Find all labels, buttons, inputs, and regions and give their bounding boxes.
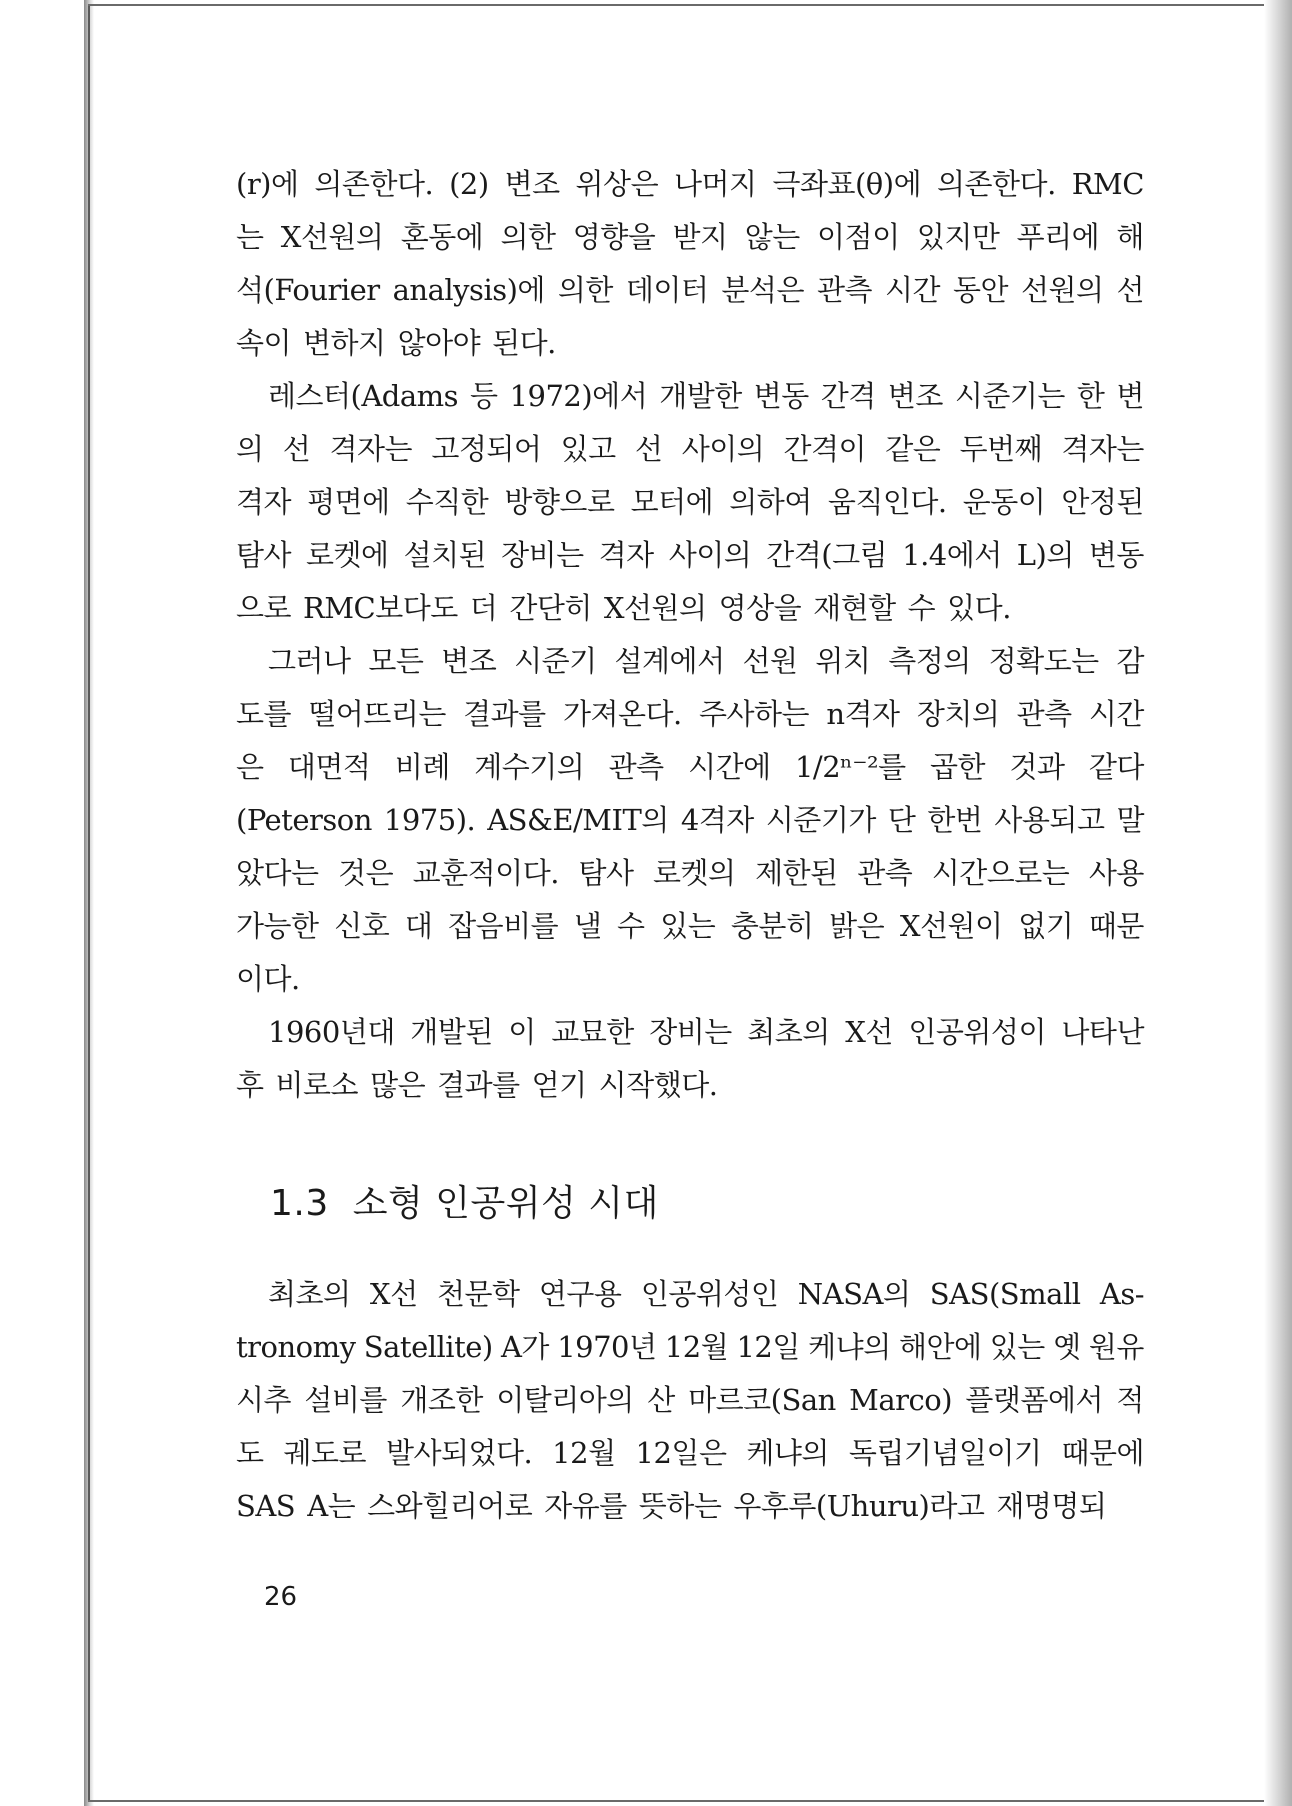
word: 원유 bbox=[1088, 1330, 1144, 1364]
text-line bbox=[236, 1321, 1144, 1374]
word: 시간 bbox=[1088, 697, 1144, 731]
word: 극좌표(θ)에 bbox=[772, 167, 922, 201]
text-line bbox=[236, 317, 1144, 370]
word: 재현할 bbox=[813, 591, 896, 625]
word: 변동 bbox=[753, 379, 809, 413]
word: 개발한 bbox=[659, 379, 742, 413]
word: 데이터 bbox=[625, 273, 709, 307]
word: 방향으로 bbox=[504, 485, 615, 519]
word: 로켓의 bbox=[653, 856, 736, 890]
word: tronomy bbox=[236, 1330, 356, 1364]
word: 격자는 bbox=[1061, 432, 1144, 466]
text-line bbox=[236, 1059, 1144, 1112]
word: 가져온다. bbox=[562, 697, 682, 731]
word: 있지만 bbox=[916, 220, 1000, 254]
word: 시준기가 bbox=[765, 803, 876, 837]
word: Marco) bbox=[849, 1383, 953, 1417]
word: 장치의 bbox=[916, 697, 1000, 731]
word: (Peterson bbox=[236, 803, 372, 837]
text-line bbox=[236, 1374, 1144, 1427]
text-line bbox=[236, 1006, 1144, 1059]
word: 얻기 bbox=[531, 1068, 587, 1102]
word: 선원의 bbox=[1020, 273, 1104, 307]
word: 모든 bbox=[368, 644, 424, 678]
word: 결과를 bbox=[463, 697, 546, 731]
word: 푸리에 bbox=[1016, 220, 1100, 254]
word: 영향을 bbox=[572, 220, 656, 254]
word: 의존한다. bbox=[314, 167, 434, 201]
word: 12일은 bbox=[635, 1436, 727, 1470]
word: 계수기의 bbox=[474, 750, 585, 784]
word: 나머지 bbox=[674, 167, 757, 201]
text-line bbox=[236, 423, 1144, 476]
word: 모터에 bbox=[630, 485, 714, 519]
text-line bbox=[236, 688, 1144, 741]
word: 4격자 bbox=[680, 803, 754, 837]
word: 사용되고 bbox=[994, 803, 1105, 837]
word: 나타난 bbox=[1061, 1015, 1144, 1049]
word: 영상을 bbox=[718, 591, 802, 625]
word: 잡음비를 bbox=[448, 909, 559, 943]
word: 많은 bbox=[370, 1068, 426, 1102]
word: 장비는 bbox=[649, 1015, 732, 1049]
word: 혼동에 bbox=[400, 220, 484, 254]
word: 최초의 bbox=[747, 1015, 830, 1049]
word: 변 bbox=[1116, 379, 1144, 413]
word: 있는 bbox=[989, 1330, 1045, 1364]
word: 12월 bbox=[552, 1436, 616, 1470]
word: 않는 bbox=[744, 220, 800, 254]
word: 최초의 bbox=[268, 1277, 351, 1311]
word: 더 bbox=[469, 591, 498, 625]
word: 같은 bbox=[885, 432, 941, 466]
word: 궤도로 bbox=[283, 1436, 366, 1470]
word: 스와힐리어로 bbox=[367, 1489, 533, 1523]
word: 시작했다. bbox=[598, 1068, 718, 1102]
word: 1972)에서 bbox=[509, 379, 648, 413]
word: 의한 bbox=[557, 273, 613, 307]
word: 이 bbox=[508, 1015, 536, 1049]
word: 신호 bbox=[334, 909, 390, 943]
paragraph-3 bbox=[236, 635, 1144, 1006]
word: 인공위성인 bbox=[640, 1277, 779, 1311]
word: 케냐의 bbox=[808, 1330, 891, 1364]
word: 옛 bbox=[1053, 1330, 1081, 1364]
word: 간격 bbox=[820, 379, 876, 413]
word: 측정의 bbox=[888, 644, 971, 678]
text-line bbox=[236, 476, 1144, 529]
word: 1.4에서 bbox=[902, 538, 1002, 572]
page-number: 26 bbox=[264, 1582, 298, 1612]
word: 관측 bbox=[1016, 697, 1072, 731]
word: 된다. bbox=[492, 326, 556, 360]
text-line bbox=[236, 370, 1144, 423]
word: 있고 bbox=[560, 432, 616, 466]
word: 비로소 bbox=[275, 1068, 359, 1102]
word: 의하여 bbox=[729, 485, 812, 519]
word: 연구용 bbox=[538, 1277, 622, 1311]
word: X선 bbox=[845, 1015, 893, 1049]
word: (r)에 bbox=[236, 167, 299, 201]
word: 독립기념일이기 bbox=[848, 1436, 1042, 1470]
word: 움직인다. bbox=[827, 485, 947, 519]
body-text-upper bbox=[236, 158, 1144, 1112]
text-line bbox=[236, 1427, 1144, 1480]
word: 도 bbox=[236, 1436, 264, 1470]
paragraph-4 bbox=[236, 1006, 1144, 1112]
word: 관측 bbox=[857, 856, 913, 890]
word: 등 bbox=[470, 379, 498, 413]
word: 것은 bbox=[338, 856, 394, 890]
word: 수 bbox=[907, 591, 936, 625]
word: 평면에 bbox=[307, 485, 390, 519]
word: 해안에 bbox=[898, 1330, 982, 1364]
word: 레스터(Adams bbox=[268, 379, 459, 413]
word: 개발된 bbox=[410, 1015, 493, 1049]
word: 고정되어 bbox=[431, 432, 542, 466]
word: 선 bbox=[1116, 273, 1144, 307]
word: 1975). bbox=[383, 803, 476, 837]
word: 이탈리아의 bbox=[496, 1383, 634, 1417]
paragraph-5 bbox=[236, 1268, 1144, 1533]
word: 뜻하는 bbox=[638, 1489, 722, 1523]
word: 변조 bbox=[441, 644, 497, 678]
word: 천문학 bbox=[436, 1277, 520, 1311]
word: 으로 bbox=[236, 591, 292, 625]
page-right-shadow bbox=[1264, 0, 1292, 1806]
section-number: 1.3 bbox=[270, 1183, 329, 1224]
section-heading bbox=[270, 1175, 659, 1226]
word: NASA의 bbox=[797, 1277, 911, 1311]
word: 의존한다. bbox=[937, 167, 1056, 201]
word: 수 bbox=[617, 909, 645, 943]
word: X선원이 bbox=[899, 909, 1003, 943]
word: 분석은 bbox=[721, 273, 804, 307]
word: 정확도는 bbox=[988, 644, 1099, 678]
word: 플랫폼에서 bbox=[965, 1383, 1103, 1417]
word: 선 bbox=[282, 432, 311, 466]
paragraph-1 bbox=[236, 158, 1144, 370]
section-title-text: 소형 인공위성 시대 bbox=[352, 1183, 659, 1224]
word: 이다. bbox=[236, 962, 300, 996]
word: n격자 bbox=[826, 697, 900, 731]
word: A가 bbox=[500, 1330, 549, 1364]
word: 장비는 bbox=[501, 538, 584, 572]
word: 변동 bbox=[1088, 538, 1144, 572]
word: SAS(Small bbox=[929, 1277, 1081, 1311]
word: 충분히 bbox=[730, 909, 814, 943]
word: 케냐의 bbox=[746, 1436, 829, 1470]
word: 시간 bbox=[884, 273, 940, 307]
word: 대면적 bbox=[287, 750, 371, 784]
word: 밝은 bbox=[829, 909, 885, 943]
word: 은 bbox=[236, 750, 264, 784]
word: 개조한 bbox=[400, 1383, 483, 1417]
word: 자유를 bbox=[544, 1489, 627, 1523]
word: 받지 bbox=[672, 220, 728, 254]
text-line bbox=[236, 158, 1144, 211]
word: 설치된 bbox=[403, 538, 487, 572]
word: 같다 bbox=[1088, 750, 1144, 784]
word: Satellite) bbox=[363, 1330, 493, 1364]
word: 결과를 bbox=[437, 1068, 520, 1102]
word: 사용 bbox=[1088, 856, 1144, 890]
word: 격자 bbox=[598, 538, 654, 572]
text-line bbox=[236, 900, 1144, 953]
word: 시준기는 bbox=[954, 379, 1065, 413]
word: 운동이 bbox=[962, 485, 1046, 519]
word: 변조 bbox=[887, 379, 943, 413]
word: AS&E/MIT의 bbox=[487, 803, 669, 837]
text-line bbox=[236, 529, 1144, 582]
page-bottom-edge bbox=[88, 1800, 1284, 1802]
word: 있다. bbox=[947, 591, 1011, 625]
text-line bbox=[236, 847, 1144, 900]
text-line bbox=[236, 211, 1144, 264]
word: 인공위성이 bbox=[908, 1015, 1046, 1049]
word: 떨어뜨리는 bbox=[308, 697, 446, 731]
text-line bbox=[236, 582, 1144, 635]
word: 관측 bbox=[608, 750, 664, 784]
word: 이점이 bbox=[817, 220, 900, 254]
word: As- bbox=[1099, 1277, 1144, 1311]
word: 않아야 bbox=[397, 326, 481, 360]
word: 한 bbox=[1076, 379, 1105, 413]
word: 수직한 bbox=[405, 485, 489, 519]
body-text-lower bbox=[236, 1268, 1144, 1533]
text-line bbox=[236, 741, 1144, 794]
word: 12일 bbox=[736, 1330, 800, 1364]
word: 1960년대 bbox=[268, 1015, 395, 1049]
word: 우후루(Uhuru)라고 bbox=[733, 1489, 985, 1523]
word: 대 bbox=[404, 909, 433, 943]
word: 간격이 bbox=[783, 432, 867, 466]
word: 교묘한 bbox=[551, 1015, 634, 1049]
word: 때문 bbox=[1088, 909, 1144, 943]
word: 후 bbox=[236, 1068, 264, 1102]
word: 변하지 bbox=[303, 326, 386, 360]
word: 산 bbox=[647, 1383, 675, 1417]
text-line bbox=[236, 1268, 1144, 1321]
text-line bbox=[236, 635, 1144, 688]
word: 안정된 bbox=[1061, 485, 1144, 519]
text-line bbox=[236, 264, 1144, 317]
word: 의한 bbox=[500, 220, 556, 254]
word: 감 bbox=[1116, 644, 1144, 678]
page-top-edge bbox=[88, 4, 1284, 6]
word: 사이의 bbox=[681, 432, 765, 466]
word: 위상은 bbox=[575, 167, 659, 201]
word: 주사하는 bbox=[699, 697, 810, 731]
word: X선원의 bbox=[603, 591, 707, 625]
word: 때문에 bbox=[1061, 1436, 1144, 1470]
word: 동안 bbox=[952, 273, 1008, 307]
word: 있는 bbox=[660, 909, 716, 943]
word: (2) bbox=[449, 167, 489, 201]
word: 격자 bbox=[236, 485, 292, 519]
text-line bbox=[236, 1480, 1144, 1533]
word: 한번 bbox=[927, 803, 983, 837]
word: 시추 bbox=[236, 1383, 292, 1417]
word: 말 bbox=[1116, 803, 1144, 837]
word: 곱한 bbox=[930, 750, 986, 784]
word: 설계에서 bbox=[614, 644, 725, 678]
word: A는 bbox=[307, 1489, 356, 1523]
word: 도를 bbox=[236, 697, 292, 731]
word: 마르코(San bbox=[688, 1383, 836, 1417]
word: 재명명되 bbox=[996, 1489, 1107, 1523]
word: 설비를 bbox=[304, 1383, 387, 1417]
word: 석(Fourier bbox=[236, 273, 380, 307]
word: 두번째 bbox=[959, 432, 1043, 466]
word: 없기 bbox=[1018, 909, 1074, 943]
word: 해 bbox=[1116, 220, 1144, 254]
word: 가능한 bbox=[236, 909, 319, 943]
page-left-edge bbox=[88, 4, 90, 1802]
word: 탐사 bbox=[236, 538, 292, 572]
word: X선 bbox=[369, 1277, 418, 1311]
word: 12월 bbox=[664, 1330, 729, 1364]
word: 시간으로는 bbox=[931, 856, 1070, 890]
word: RMC보다도 bbox=[303, 591, 458, 625]
text-line bbox=[236, 953, 1144, 1006]
word: SAS bbox=[236, 1489, 296, 1523]
word: 속이 bbox=[236, 326, 292, 360]
word: 단 bbox=[887, 803, 916, 837]
word: 시준기 bbox=[514, 644, 597, 678]
word: 1/2ⁿ⁻²를 bbox=[794, 750, 906, 784]
word: 선 bbox=[634, 432, 663, 466]
word: 았다는 bbox=[236, 856, 319, 890]
word: 것과 bbox=[1009, 750, 1065, 784]
word: 사이의 bbox=[668, 538, 752, 572]
word: 선원 bbox=[742, 644, 798, 678]
word: 제한된 bbox=[755, 856, 838, 890]
text-line bbox=[236, 794, 1144, 847]
word: 간단히 bbox=[509, 591, 592, 625]
word: analysis)에 bbox=[392, 273, 545, 307]
word: 변조 bbox=[504, 167, 560, 201]
word: 1970년 bbox=[557, 1330, 657, 1364]
word: 탐사 bbox=[578, 856, 634, 890]
word: 발사되었다. bbox=[385, 1436, 533, 1470]
word: 비례 bbox=[394, 750, 450, 784]
word: 낼 bbox=[573, 909, 602, 943]
paragraph-2 bbox=[236, 370, 1144, 635]
word: 시간에 bbox=[688, 750, 771, 784]
word: 적 bbox=[1116, 1383, 1144, 1417]
word: L)의 bbox=[1016, 538, 1074, 572]
word: X선원의 bbox=[280, 220, 384, 254]
word: 의 bbox=[236, 432, 264, 466]
word: RMC bbox=[1071, 167, 1144, 201]
word: 교훈적이다. bbox=[412, 856, 559, 890]
word: 는 bbox=[236, 220, 264, 254]
word: 그러나 bbox=[268, 644, 351, 678]
word: 위치 bbox=[815, 644, 871, 678]
word: 관측 bbox=[816, 273, 872, 307]
word: 격자는 bbox=[329, 432, 413, 466]
word: 로켓에 bbox=[306, 538, 389, 572]
word: 간격(그림 bbox=[766, 538, 888, 572]
